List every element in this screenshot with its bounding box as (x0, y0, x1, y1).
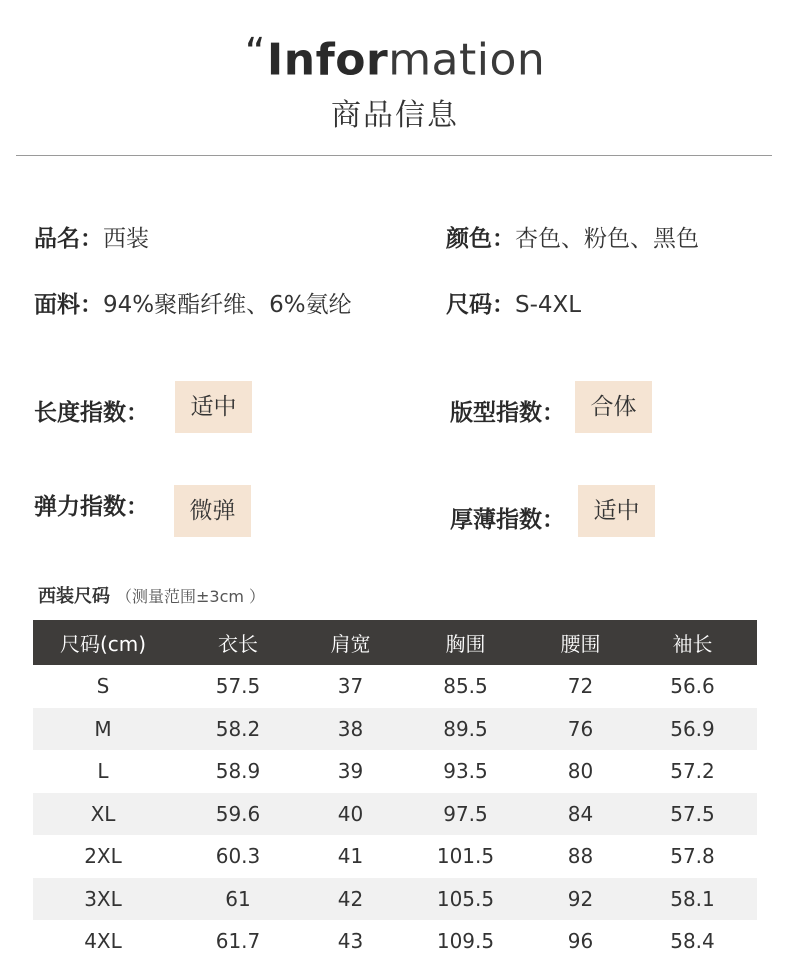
info-color (446, 220, 699, 253)
cell-waist: 80 (567, 759, 594, 784)
cell-chest: 101.5 (436, 844, 495, 869)
cell-length: 58.2 (173, 708, 303, 751)
cell-sleeve: 57.8 (670, 844, 715, 869)
info-size (446, 286, 581, 319)
header-sleeve: 袖长 (628, 620, 757, 665)
cell-size: M (33, 708, 173, 751)
fit-index-badge: 合体 (575, 381, 652, 433)
product-name-key: 品名： (34, 226, 103, 252)
info-product-name (34, 220, 149, 253)
size-table (33, 620, 757, 963)
quote-mark: “ (244, 30, 266, 76)
cell-length: 57.5 (215, 674, 261, 699)
length-index-label: 长度指数： (34, 400, 149, 426)
cell-shoulder: 37 (337, 674, 364, 699)
thickness-index-label: 厚薄指数： (450, 507, 565, 533)
cell-waist: 96 (567, 929, 594, 954)
table-row (33, 665, 757, 708)
length-index-badge: 适中 (175, 381, 252, 433)
cell-size: 2XL (84, 844, 122, 869)
table-row (33, 835, 757, 878)
fit-index-label: 版型指数： (450, 400, 565, 426)
header-shoulder: 肩宽 (303, 620, 398, 665)
header-chest: 胸围 (398, 620, 533, 665)
cell-waist: 76 (533, 708, 628, 751)
cell-sleeve: 56.9 (628, 708, 757, 751)
thickness-index-badge: 适中 (578, 485, 655, 537)
cell-shoulder: 40 (303, 793, 398, 836)
cell-length: 60.3 (215, 844, 261, 869)
table-row (33, 708, 757, 751)
cell-shoulder: 41 (337, 844, 364, 869)
info-fabric (34, 286, 352, 319)
cell-chest: 109.5 (436, 929, 495, 954)
cell-sleeve: 58.1 (628, 878, 757, 921)
size-value: S-4XL (515, 292, 582, 318)
cell-waist: 72 (567, 674, 594, 699)
color-value: 杏色、粉色、黑色 (515, 226, 699, 252)
cell-shoulder: 39 (337, 759, 364, 784)
cell-chest: 89.5 (398, 708, 533, 751)
cell-shoulder: 43 (337, 929, 364, 954)
cell-chest: 93.5 (443, 759, 488, 784)
cell-length: 61 (173, 878, 303, 921)
cell-waist: 84 (533, 793, 628, 836)
cell-size: XL (33, 793, 173, 836)
table-row (33, 750, 757, 793)
cell-length: 61.7 (215, 929, 261, 954)
cell-waist: 92 (533, 878, 628, 921)
cell-size: 4XL (84, 929, 122, 954)
table-row (33, 878, 757, 921)
header-length: 衣长 (173, 620, 303, 665)
size-table-note: （测量范围±3cm ） (116, 587, 266, 606)
cell-waist: 88 (567, 844, 594, 869)
cell-size: L (97, 759, 109, 784)
cell-chest: 97.5 (398, 793, 533, 836)
cell-shoulder: 38 (303, 708, 398, 751)
cell-chest: 85.5 (443, 674, 488, 699)
color-key: 颜色： (446, 226, 515, 252)
cell-size: S (96, 674, 110, 699)
table-row (33, 920, 757, 963)
table-row (33, 793, 757, 836)
title-light-part: mation (388, 34, 546, 86)
cell-size: 3XL (33, 878, 173, 921)
title-english (0, 30, 790, 85)
header-waist: 腰围 (533, 620, 628, 665)
stretch-index-label: 弹力指数： (34, 494, 149, 520)
cell-sleeve: 57.2 (670, 759, 715, 784)
fabric-value: 94%聚酯纤维、6%氨纶 (103, 292, 352, 318)
fabric-key: 面料： (34, 292, 103, 318)
product-name-value: 西装 (103, 226, 149, 252)
header-divider (16, 155, 772, 156)
size-table-title (38, 582, 265, 608)
cell-sleeve: 56.6 (670, 674, 715, 699)
cell-shoulder: 42 (303, 878, 398, 921)
stretch-index-badge: 微弹 (174, 485, 251, 537)
cell-sleeve: 57.5 (628, 793, 757, 836)
header-size: 尺码(cm) (33, 620, 173, 665)
size-table-heading: 西装尺码 (38, 586, 110, 607)
cell-length: 58.9 (215, 759, 261, 784)
cell-sleeve: 58.4 (670, 929, 715, 954)
title-chinese: 商品信息 (331, 98, 459, 133)
size-table-header-row (33, 620, 757, 665)
title-bold-part: Infor (266, 34, 389, 86)
cell-chest: 105.5 (398, 878, 533, 921)
cell-length: 59.6 (173, 793, 303, 836)
size-key: 尺码： (446, 292, 515, 318)
